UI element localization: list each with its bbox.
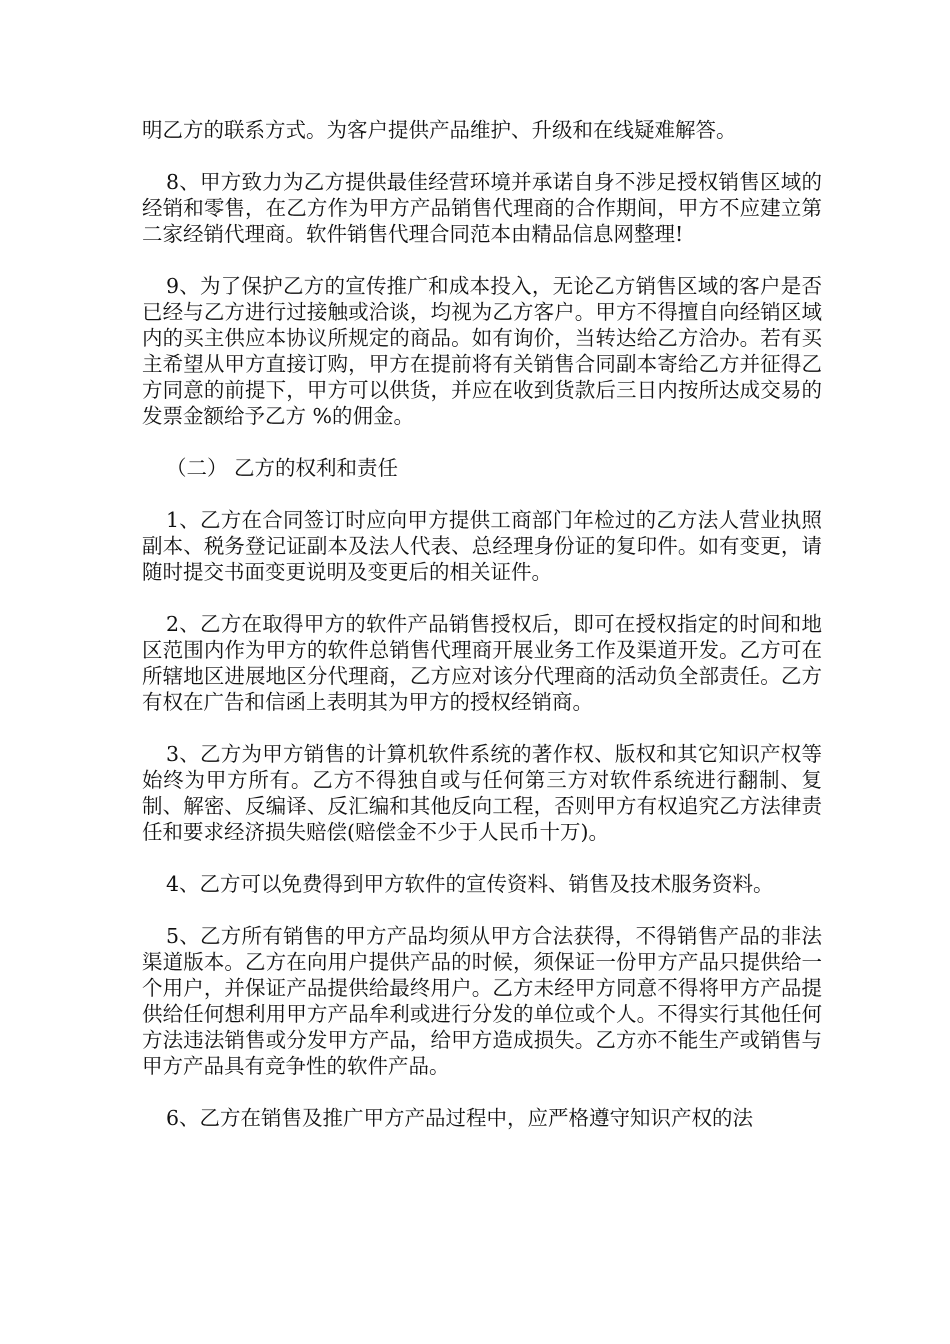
paragraph-b-clause-4: 4、乙方可以免费得到甲方软件的宣传资料、销售及技术服务资料。 (166, 872, 774, 896)
paragraph-b-clause-5: 5、乙方所有销售的甲方产品均须从甲方合法获得，不得销售产品的非法渠道版本。乙方在向用户提供产品的时候，须保证一份甲方产品只提供给一个用户，并保证产品提供给最终用户。乙方未经甲方同意不得将甲方产品提供给任何想利用甲方产品牟利或进行分发的单位或个人。不得实行其他任何方法违法销售或分发甲方产品，给甲方造成损失。乙方亦不能生产或销售与甲方产品具有竞争性的软件产品。 (142, 924, 822, 1078)
paragraph-b-clause-3: 3、乙方为甲方销售的计算机软件系统的著作权、版权和其它知识产权等始终为甲方所有。乙方不得独自或与任何第三方对软件系统进行翻制、复制、解密、反编译、反汇编和其他反向工程，否则甲方有权追究乙方法律责任和要求经济损失赔偿(赔偿金不少于人民币十万)。 (142, 742, 822, 844)
section-heading-party-b-rights: （二） 乙方的权利和责任 (166, 456, 399, 480)
document-body (142, 117, 822, 1157)
paragraph-continuation: 明乙方的联系方式。为客户提供产品维护、升级和在线疑难解答。 (142, 118, 737, 142)
paragraph-clause-8: 8、甲方致力为乙方提供最佳经营环境并承诺自身不涉足授权销售区域的经销和零售，在乙方作为甲方产品销售代理商的合作期间，甲方不应建立第二家经销代理商。软件销售代理合同范本由精品信息网整理! (142, 170, 822, 246)
paragraph-clause-9: 9、为了保护乙方的宣传推广和成本投入，无论乙方销售区域的客户是否已经与乙方进行过接触或洽谈，均视为乙方客户。甲方不得擅自向经销区域内的买主供应本协议所规定的商品。如有询价，当转达给乙方洽办。若有买主希望从甲方直接订购，甲方在提前将有关销售合同副本寄给乙方并征得乙方同意的前提下，甲方可以供货，并应在收到货款后三日内按所达成交易的发票金额给予乙方 %的佣金。 (142, 274, 822, 428)
paragraph-b-clause-6: 6、乙方在销售及推广甲方产品过程中，应严格遵守知识产权的法 (166, 1106, 754, 1130)
paragraph-b-clause-1: 1、乙方在合同签订时应向甲方提供工商部门年检过的乙方法人营业执照副本、税务登记证副本及法人代表、总经理身份证的复印件。如有变更，请随时提交书面变更说明及变更后的相关证件。 (142, 508, 822, 584)
paragraph-b-clause-2: 2、乙方在取得甲方的软件产品销售授权后，即可在授权指定的时间和地区范围内作为甲方的软件总销售代理商开展业务工作及渠道开发。乙方可在所辖地区进展地区分代理商，乙方应对该分代理商的活动负全部责任。乙方有权在广告和信函上表明其为甲方的授权经销商。 (142, 612, 822, 714)
